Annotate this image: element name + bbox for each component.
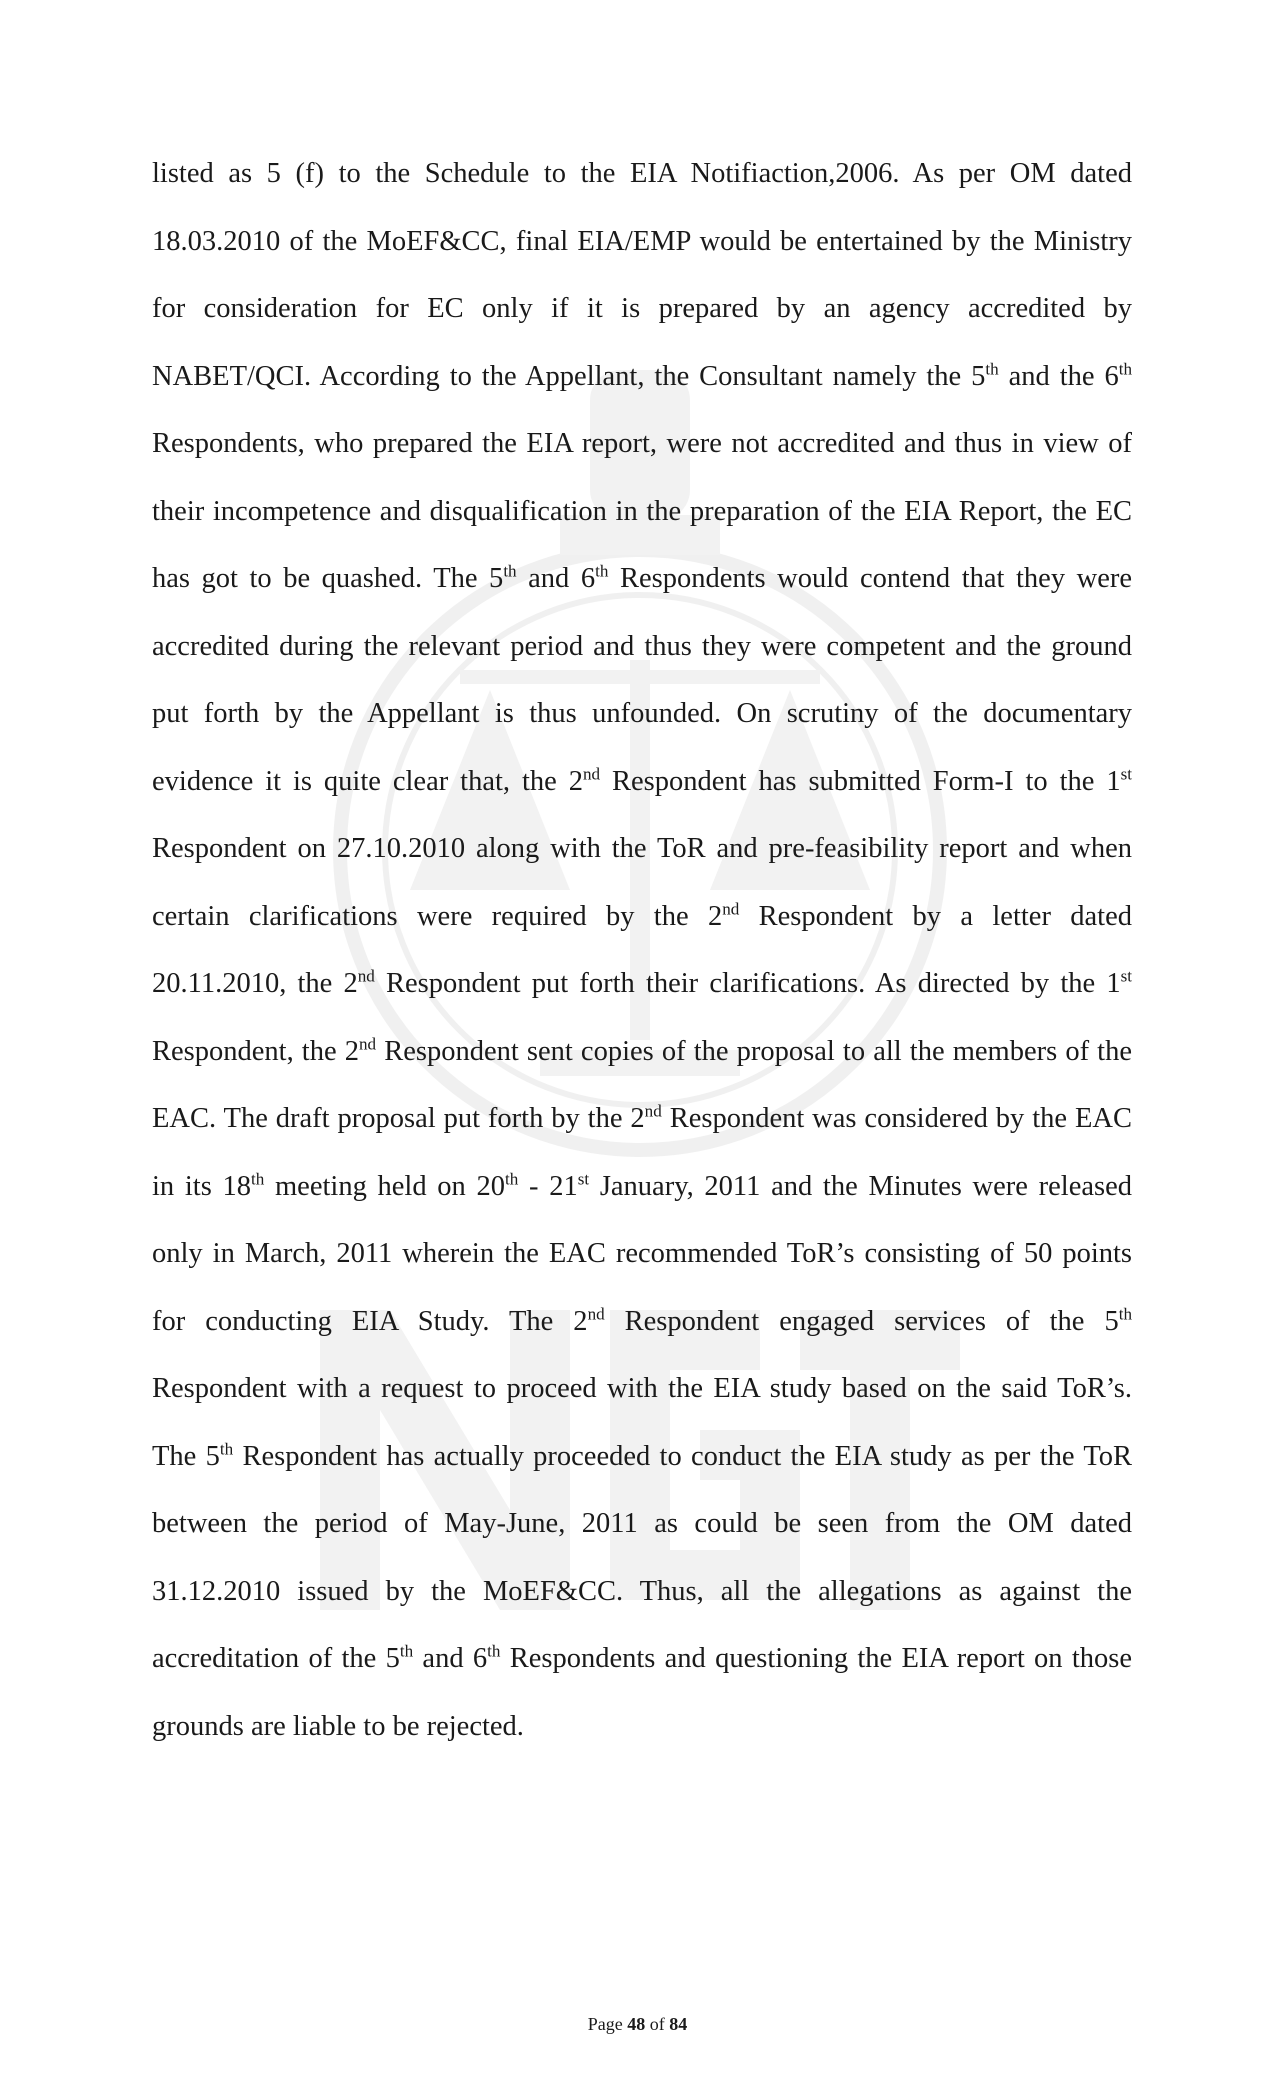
page-footer [0, 2014, 1275, 2035]
document-body [152, 140, 1132, 1760]
page-label: Page [587, 2014, 623, 2034]
page-number: 48 [627, 2014, 646, 2034]
of-label: of [649, 2014, 665, 2034]
total-pages: 84 [669, 2014, 688, 2034]
body-paragraph: listed as 5 (f) to the Schedule to the EIA Notifiaction,2006. As per OM dated 18.03.2010 of the MoEF&CC, final EIA/EMP would be entertained by the Ministry for consideration for EC only if it is prepared by an agency accredited by NABET/QCI. According to the Appellant, the Consultant namely the 5th and the 6th Respondents, who prepared the EIA report, were not accredited and thus in view of their incompetence and disqualification in the preparation of the EIA Report, the EC has got to be quashed. The 5th and 6th Respondents would contend that they were accredited during the relevant period and thus they were competent and the ground put forth by the Appellant is thus unfounded. On scrutiny of the documentary evidence it is quite clear that, the 2nd Respondent has submitted Form-I to the 1st Respondent on 27.10.2010 along with the ToR and pre-feasibility report and when certain clarifications were required by the 2nd Respondent by a letter dated 20.11.2010, the 2nd Respondent put forth their clarifications. As directed by the 1st Respondent, the 2nd Respondent sent copies of the proposal to all the members of the EAC. The draft proposal put forth by the 2nd Respondent was considered by the EAC in its 18th meeting held on 20th - 21st January, 2011 and the Minutes were released only in March, 2011 wherein the EAC recommended ToR’s consisting of 50 points for conducting EIA Study. The 2nd Respondent engaged services of the 5th Respondent with a request to proceed with the EIA study based on the said ToR’s. The 5th Respondent has actually proceeded to conduct the EIA study as per the ToR between the period of May-June, 2011 as could be seen from the OM dated 31.12.2010 issued by the MoEF&CC. Thus, all the allegations as against the accreditation of the 5th and 6th Respondents and questioning the EIA report on those grounds are liable to be rejected. [152, 158, 1132, 1742]
